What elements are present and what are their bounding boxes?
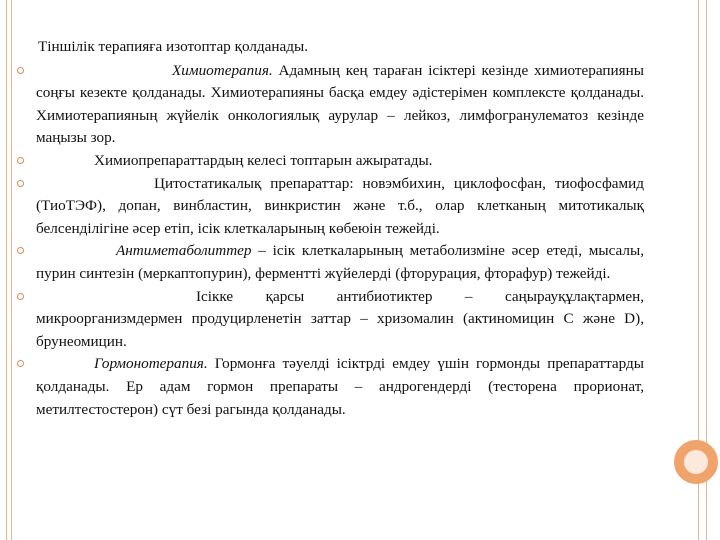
- circle-bullet-icon: [17, 247, 24, 254]
- left-frame-line-outer: [6, 0, 7, 540]
- circle-bullet-icon: [17, 157, 24, 164]
- list-item-groups: [16, 150, 644, 173]
- list-item-cytostatics: [16, 173, 644, 241]
- list-item-antimetabolites: [16, 240, 644, 285]
- term-hormonotherapy: Гормонотерапия.: [94, 355, 208, 373]
- list-item-antibiotics: [16, 286, 644, 354]
- item-text: Химиопрепараттардың келесі топтарын ажыратады.: [94, 151, 433, 169]
- left-frame-line-inner: [11, 0, 12, 540]
- lead-paragraph: Тіншілік терапияға изотоптар қолданады.: [38, 38, 308, 55]
- circle-bullet-icon: [17, 360, 24, 367]
- item-text: Адамның кең тараған ісіктері кезінде химиотерапияны соңғы кезекте қолданады. Химиотерапияны басқа емдеу әдістерімен комплексте қолданады. Химиотерапияның жүйелік онкологиялық аурулар – лейкоз, лимфогранулематоз кезінде маңызы зор.: [36, 61, 644, 147]
- slide-body: [16, 36, 644, 421]
- circle-bullet-icon: [17, 180, 24, 187]
- item-text: Гормонға тәуелді ісіктрді емдеу үшін гормонды препараттарды қолданады. Ер адам гормон препараты – андрогендерді (тесторена прорионат, метилтестостерон) сүт безі рагында қолданады.: [36, 355, 644, 418]
- item-text: Ісікке қарсы антибиотиктер – саңырауқұлақтармен, микроорганизмдермен продуцирленетін заттар – хризомалин (актиномицин С және D), брунеомицин.: [36, 287, 644, 350]
- decorative-circle: [674, 440, 718, 484]
- item-text: – ісік клеткаларының метаболизміне әсер етеді, мысалы, пурин синтезін (меркаптопурин), ферментті жүйелерді (фторурация, фторафур) тежейді.: [36, 242, 644, 282]
- list-item-chemotherapy: [16, 60, 644, 150]
- circle-bullet-icon: [17, 67, 24, 74]
- list-item-hormonotherapy: [16, 353, 644, 421]
- circle-bullet-icon: [17, 293, 24, 300]
- term-antimetabolites: Антиметаболиттер: [116, 242, 252, 260]
- item-text: Цитостатикалық препараттар: новэмбихин, циклофосфан, тиофосфамид (ТиоТЭФ), допан, винбластин, винкристин және т.б., олар клетканың митотикалық белсенділігіне әсер етіп, ісік клеткаларының көбеюін тежейді.: [36, 174, 644, 237]
- term-chemotherapy: Химиотерапия.: [172, 61, 273, 79]
